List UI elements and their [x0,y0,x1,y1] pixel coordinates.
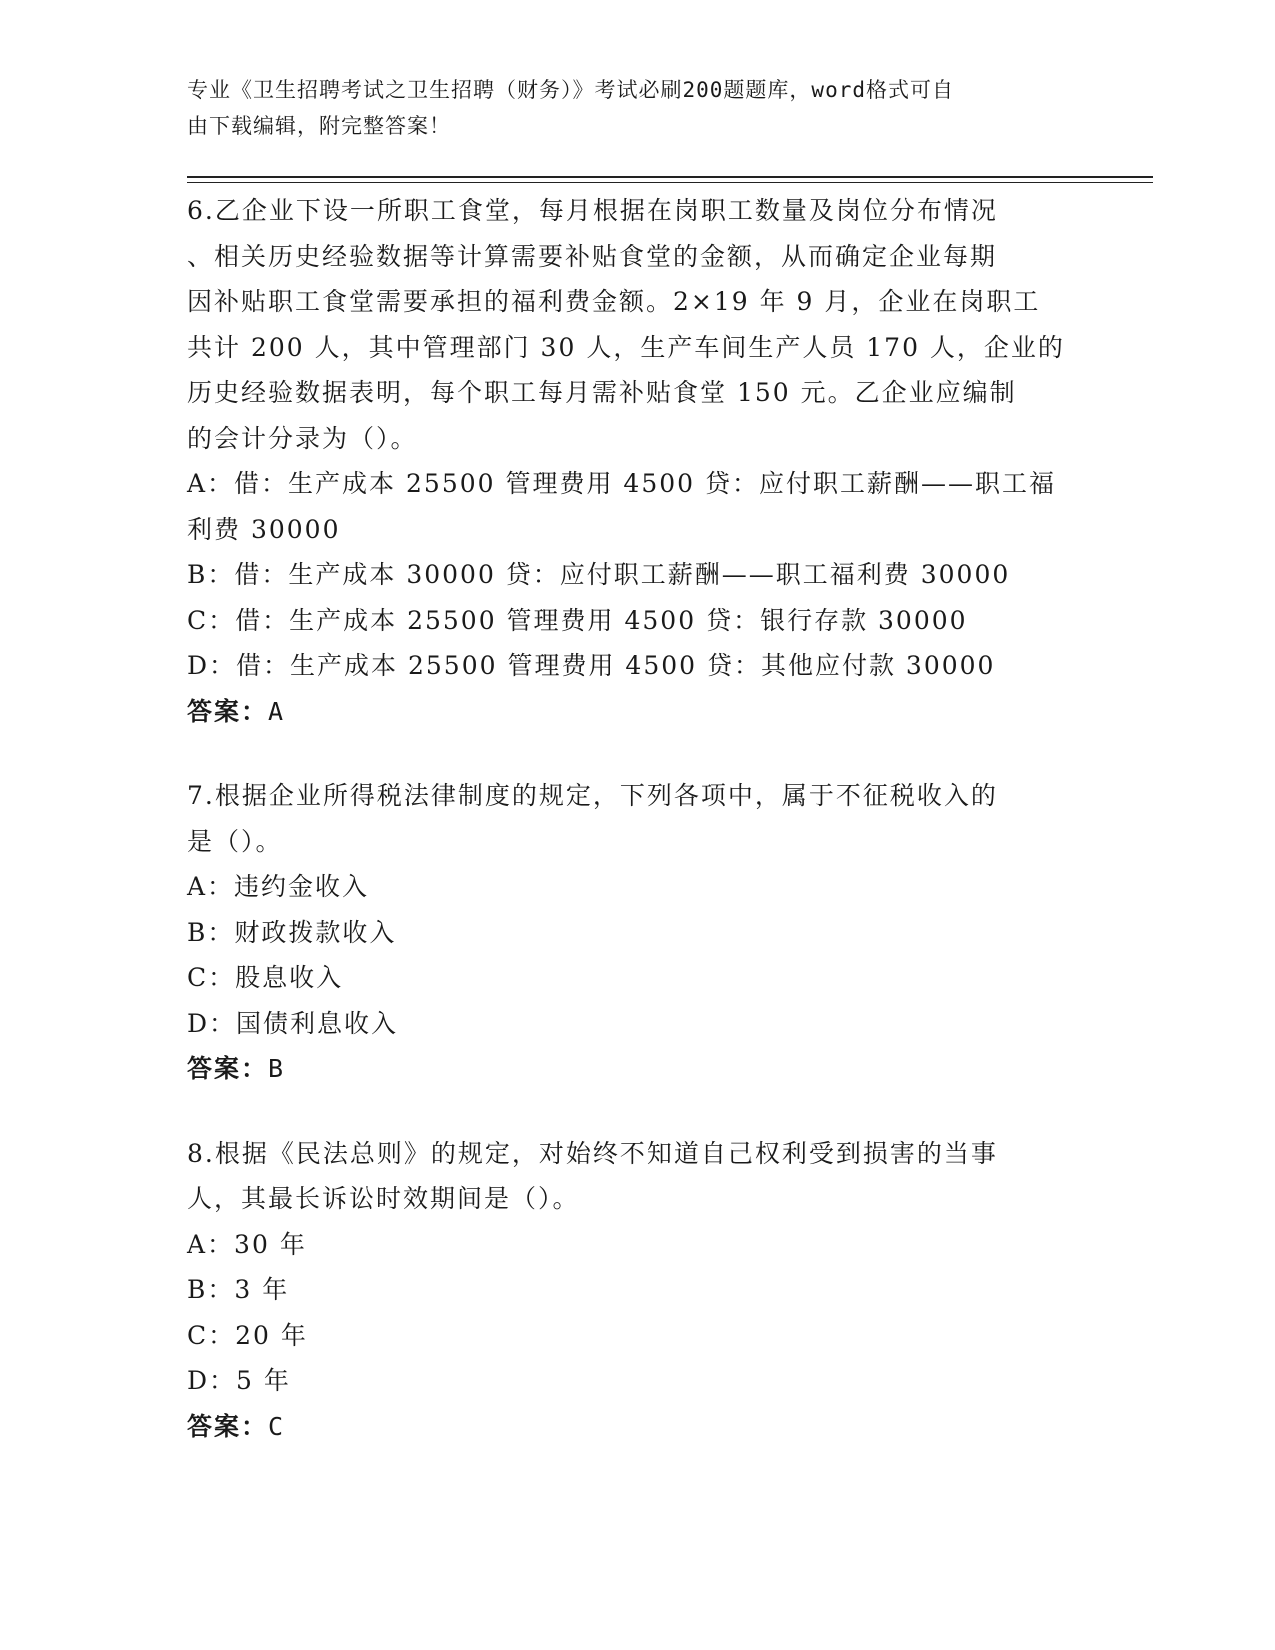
answer-value: A [268,696,285,726]
option-a: A：借：生产成本 25500 管理费用 4500 贷：应付职工薪酬——职工福 [187,469,1056,498]
document-header [187,72,1067,144]
option-c: C：股息收入 [187,963,344,992]
answer-line [187,1404,1087,1450]
option-a: A：30 年 [187,1229,307,1259]
question-stem-line: 的会计分录为（）。 [187,423,418,453]
option-b: B：财政拨款收入 [187,917,397,947]
option-c: C：20 年 [187,1320,308,1350]
question-stem-line: 6.乙企业下设一所职工食堂，每月根据在岗职工数量及岗位分布情况 [187,196,998,225]
option-b: B：3 年 [187,1275,290,1304]
question-stem-line: 共计 200 人，其中管理部门 30 人，生产车间生产人员 170 人，企业的 [187,332,1065,362]
question-stem-line: 是（）。 [187,826,283,856]
question-stem-line: 8.根据《民法总则》的规定，对始终不知道自己权利受到损害的当事 [187,1138,998,1168]
question-6 [187,188,1087,734]
answer-value: B [268,1054,285,1083]
header-line-1: 专业《卫生招聘考试之卫生招聘（财务）》考试必刷200题题库，word格式可自 [187,78,954,102]
answer-line [187,1046,1087,1092]
question-stem-line: 、相关历史经验数据等计算需要补贴食堂的金额，从而确定企业每期 [187,241,998,271]
answer-line [187,689,1087,735]
option-a-continued: 利费 30000 [187,514,341,544]
option-d: D：国债利息收入 [187,1008,399,1038]
question-stem-line: 人，其最长诉讼时效期间是（）。 [187,1184,580,1213]
option-a: A：违约金收入 [187,872,370,901]
question-stem-line: 7.根据企业所得税法律制度的规定，下列各项中，属于不征税收入的 [187,781,998,810]
option-d: D：5 年 [187,1366,291,1395]
question-list [187,188,1087,1488]
answer-value: C [268,1411,285,1441]
question-7 [187,773,1087,1092]
header-line-2: 由下载编辑，附完整答案！ [187,114,451,138]
option-d: D：借：生产成本 25500 管理费用 4500 贷：其他应付款 30000 [187,651,996,680]
option-c: C：借：生产成本 25500 管理费用 4500 贷：银行存款 30000 [187,605,968,635]
question-stem-line: 历史经验数据表明，每个职工每月需补贴食堂 150 元。乙企业应编制 [187,378,1017,407]
question-8 [187,1131,1087,1450]
answer-label: 答案： [187,1411,269,1441]
question-stem-line: 因补贴职工食堂需要承担的福利费金额。2×19 年 9 月，企业在岗职工 [187,287,1041,316]
option-b: B：借：生产成本 30000 贷：应付职工薪酬——职工福利费 30000 [187,560,1011,589]
answer-label: 答案： [187,696,269,726]
header-divider-thin [187,182,1153,183]
answer-label: 答案： [187,1054,269,1083]
header-divider-thick [187,176,1153,178]
